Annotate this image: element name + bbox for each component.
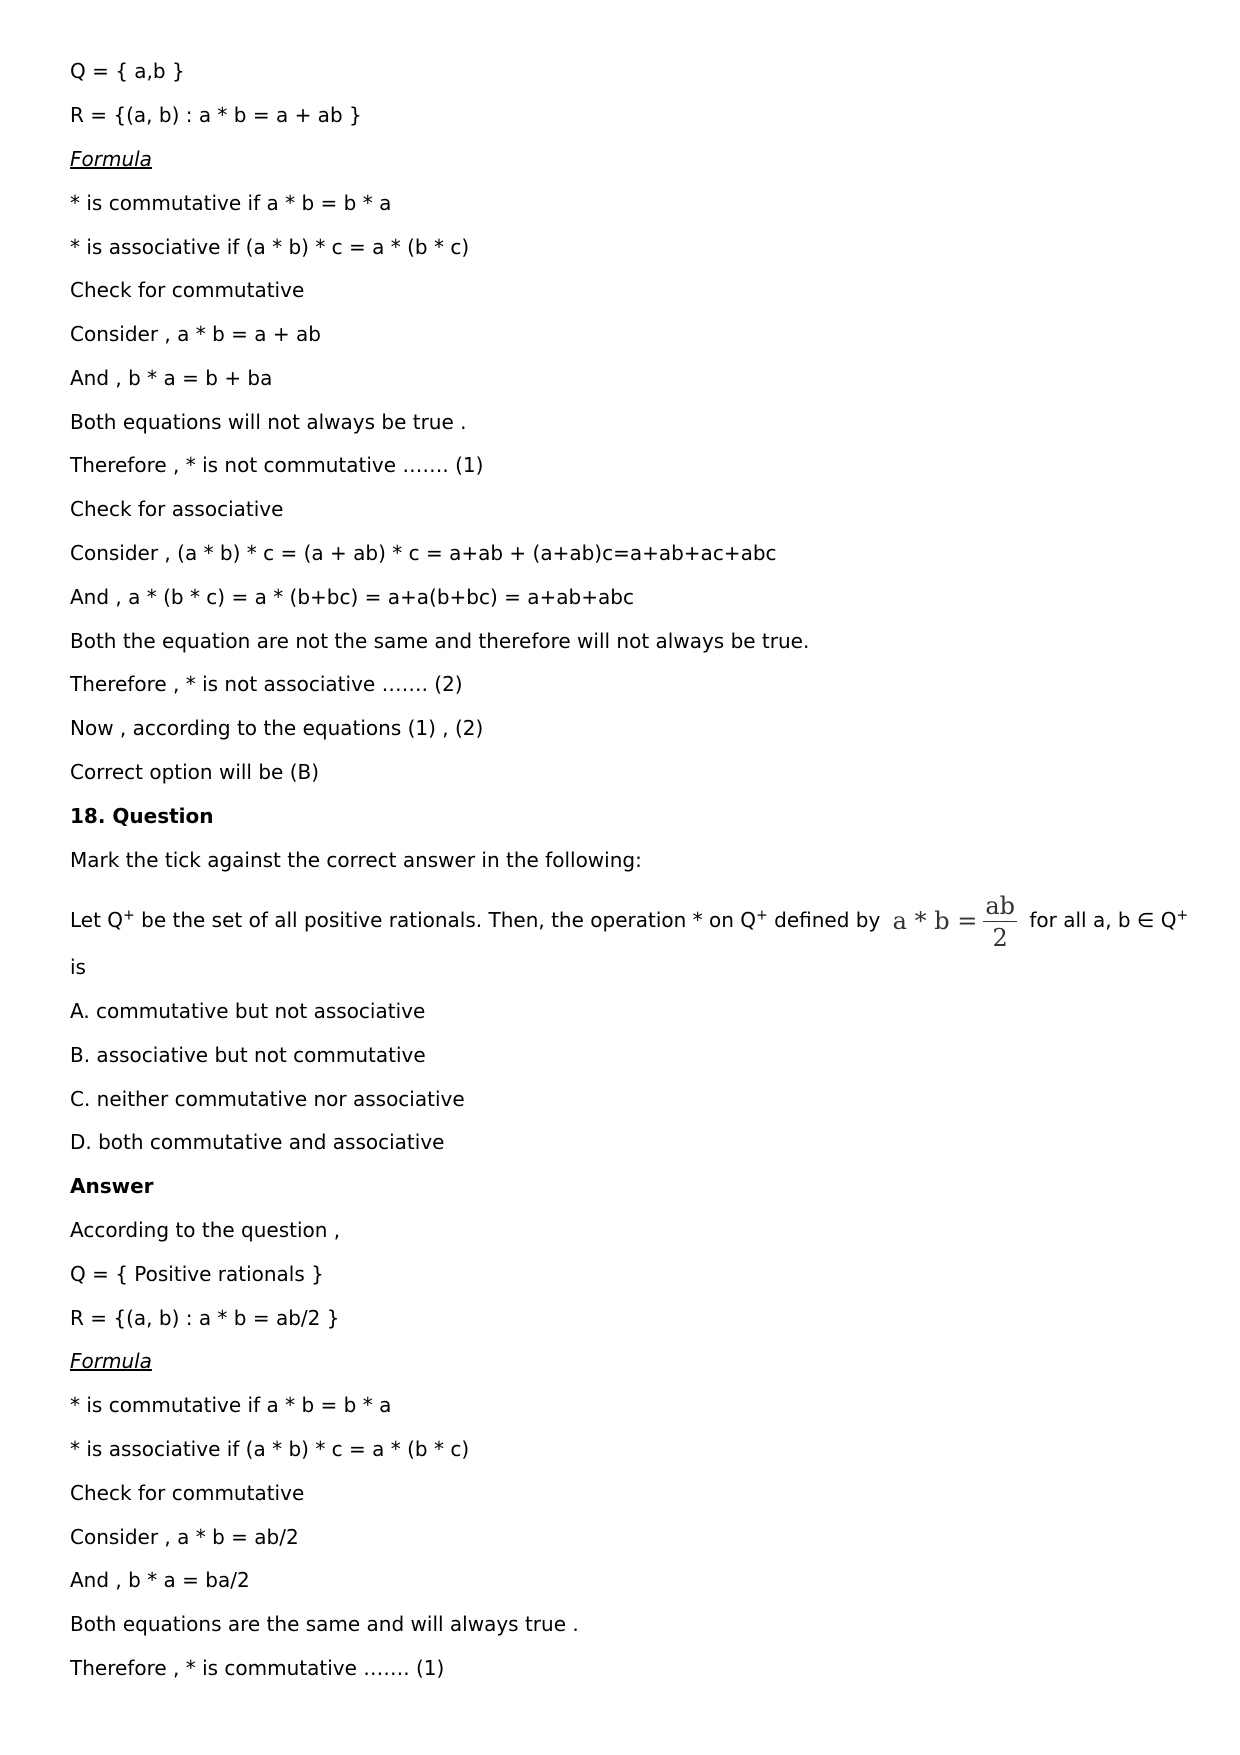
stem-text: be the set of all positive rationals. Then, the operation * on Q <box>134 908 757 932</box>
text-line: R = {(a, b) : a * b = ab/2 } <box>70 1306 340 1330</box>
text-line: Therefore , * is commutative ……. (1) <box>70 1656 445 1680</box>
answer-option: B. associative but not commutative <box>70 1043 426 1067</box>
text-line: * is commutative if a * b = b * a <box>70 191 392 215</box>
text-line: Check for commutative <box>70 1481 305 1505</box>
text-line: Both equations will not always be true . <box>70 410 467 434</box>
answer-option: A. commutative but not associative <box>70 999 426 1023</box>
text-line: And , b * a = b + ba <box>70 366 273 390</box>
question-instruction: Mark the tick against the correct answer in the following: <box>70 848 642 872</box>
text-line: Correct option will be (B) <box>70 760 320 784</box>
text-line: Both equations are the same and will always true . <box>70 1612 579 1636</box>
question-stem <box>70 890 1188 950</box>
text-line: Q = { Positive rationals } <box>70 1262 324 1286</box>
answer-heading: Answer <box>70 1174 154 1198</box>
text-line: Consider , (a * b) * c = (a + ab) * c = a+ab + (a+ab)c=a+ab+ac+abc <box>70 541 777 565</box>
text-line: Therefore , * is not commutative ……. (1) <box>70 453 484 477</box>
text-line: Check for commutative <box>70 278 305 302</box>
answer-option: C. neither commutative nor associative <box>70 1087 465 1111</box>
formula-heading: Formula <box>70 1349 152 1373</box>
superscript-plus: + <box>756 907 768 924</box>
fraction-numerator: ab <box>985 892 1015 920</box>
text-line: Consider , a * b = a + ab <box>70 322 321 346</box>
text-line: * is associative if (a * b) * c = a * (b * c) <box>70 235 470 259</box>
stem-text: defined by <box>767 908 881 932</box>
text-line: Check for associative <box>70 497 284 521</box>
stem-text: Let Q <box>70 908 124 932</box>
formula-heading: Formula <box>70 147 152 171</box>
text-line: Both the equation are not the same and therefore will not always be true. <box>70 629 810 653</box>
text-line: Q = { a,b } <box>70 59 185 83</box>
text-line: And , b * a = ba/2 <box>70 1568 250 1592</box>
formula-lhs: a * b = <box>892 907 978 935</box>
text-line: * is commutative if a * b = b * a <box>70 1393 392 1417</box>
superscript-plus: + <box>1176 907 1189 924</box>
stem-continuation: is <box>70 955 86 979</box>
fraction <box>983 893 1017 952</box>
text-line: R = {(a, b) : a * b = a + ab } <box>70 103 362 127</box>
text-line: Therefore , * is not associative ……. (2) <box>70 672 463 696</box>
answer-option: D. both commutative and associative <box>70 1130 445 1154</box>
superscript-plus: + <box>123 907 135 924</box>
text-line: And , a * (b * c) = a * (b+bc) = a+a(b+bc) = a+ab+abc <box>70 585 634 609</box>
text-line: Consider , a * b = ab/2 <box>70 1525 299 1549</box>
text-line: Now , according to the equations (1) , (2) <box>70 716 484 740</box>
question-heading: 18. Question <box>70 804 214 828</box>
fraction-denominator: 2 <box>992 924 1008 952</box>
stem-text: for all a, b ∈ Q <box>1029 908 1177 932</box>
text-line: According to the question , <box>70 1218 341 1242</box>
formula-image <box>893 891 1017 952</box>
text-line: * is associative if (a * b) * c = a * (b * c) <box>70 1437 470 1461</box>
